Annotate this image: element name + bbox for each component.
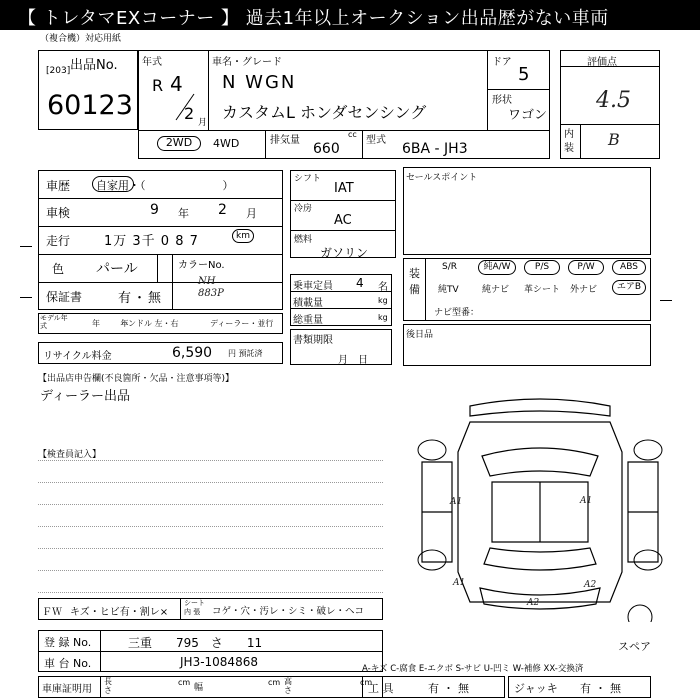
inspection-month: 2 [218, 202, 227, 218]
displacement-unit: cc [348, 130, 357, 139]
chassis-value: JH3-1084868 [180, 655, 258, 669]
garage-height: 高さ [284, 677, 292, 695]
doc-unit: 月 日 [338, 355, 368, 366]
mileage-value: 1万 3千 0 8 7 [104, 234, 199, 249]
type-value: 6BA - JH3 [402, 141, 468, 157]
year-slash [170, 92, 198, 122]
equip-airbag: エアB [612, 280, 646, 295]
garage-label: 車庫証明用 [42, 684, 92, 695]
margin-tick [20, 297, 32, 298]
model-year-label: モデル年式 [40, 314, 68, 330]
color-value: パール [96, 261, 138, 277]
displacement-value: 660 [313, 141, 340, 157]
seat-text: コゲ・穴・汚レ・シミ・破レ・ヘコ [212, 606, 365, 617]
damage-mark-2: A1 [580, 496, 593, 506]
remarks-label: 後日品 [406, 330, 434, 340]
lot-label: 出品No. [70, 58, 118, 73]
doors-value: 5 [518, 64, 530, 85]
grade-name: カスタムL ホンダセンシング [222, 103, 427, 122]
margin-tick [20, 246, 32, 247]
header-banner-text: 【 トレタマEXコーナー 】 過去1年以上オークション出品歴がない車両 [18, 8, 609, 29]
recycle-label: リサイクル料金 [43, 351, 112, 362]
interior-value: B [608, 130, 620, 149]
year-month: 2 [184, 104, 195, 123]
history-value: 自家用・（ ） [96, 179, 234, 192]
damage-legend: A-キズ C-腐食 E-エクボ S-サビ U-凹ミ W-補修 XX-交換済 [362, 664, 584, 674]
sales-point-label: セールスポイント [406, 173, 478, 183]
car-damage-diagram [400, 392, 680, 622]
garage-height-unit: cm [360, 678, 373, 687]
damage-mark-5: A2 [584, 580, 597, 590]
car-windshield [482, 448, 598, 476]
seller-value: ディーラー出品 [40, 389, 130, 404]
seat-label: シート内 張 [184, 599, 205, 616]
fuel-label: 燃料 [294, 235, 313, 245]
shape-label: 形状 [492, 95, 512, 106]
tools-label: 工 具 [368, 682, 394, 695]
warranty-label: 保証書 [46, 290, 83, 304]
color-no-label: カラーNo. [178, 260, 225, 271]
garage-width-unit: cm [268, 678, 281, 687]
inspection-month-unit: 月 [246, 207, 257, 220]
model-year-value: 年 年 [92, 319, 129, 328]
equipment-row2 [430, 280, 650, 296]
car-rear-window [484, 548, 596, 570]
equip-pw: P/W [568, 260, 604, 275]
shift-label: シフト [294, 174, 322, 184]
gross-unit: kg [378, 313, 388, 322]
capacity-unit: 名 [378, 282, 388, 293]
equip-navi: 純ナビ [482, 285, 510, 295]
spare-wheel [628, 605, 652, 622]
garage-length: 長さ [104, 677, 112, 695]
fuel-value: ガソリン [320, 246, 369, 260]
load-unit: kg [378, 296, 388, 305]
ac-value: AC [334, 213, 352, 228]
garage-length-unit: cm [178, 678, 191, 687]
header-subtitle: （複合機）対応用紙 [40, 34, 122, 44]
equipment-row1 [430, 260, 650, 276]
car-front-bumper [470, 399, 610, 416]
dealer-value: ディーラー・並行 [210, 319, 274, 328]
damage-mark-4: A2 [527, 598, 540, 608]
handle-value: ハンドル 左・右 [120, 319, 179, 328]
model-name: N WGN [222, 72, 297, 93]
recycle-unit: 円 預託済 [228, 349, 263, 358]
color-handwrite: NH 883P [198, 276, 224, 299]
drive-2wd: 2WD [157, 136, 201, 151]
navi-model-label: ナビ型番： [434, 308, 480, 318]
wheel-front-left [418, 440, 446, 460]
capacity-value: 4 [356, 276, 364, 290]
drive-4wd: 4WD [213, 137, 240, 150]
type-label: 型式 [366, 135, 386, 146]
equip-tv: 純TV [438, 285, 459, 295]
lot-number: 60123 [47, 90, 133, 121]
equip-abs: ABS [612, 260, 646, 275]
shape-value: ワゴン [508, 108, 548, 123]
inspection-year: 9 [150, 202, 159, 218]
chassis-label: 車 台 No. [44, 657, 92, 670]
year-month-unit: 月 [198, 118, 208, 128]
year-value: 4 [170, 72, 183, 96]
damage-mark-3: A1 [453, 578, 466, 588]
displacement-label: 排気量 [270, 135, 300, 146]
reg-value: 三重 795 さ 11 [128, 636, 263, 650]
remarks-box [403, 324, 651, 366]
year-era: R [152, 76, 164, 95]
wheel-front-right [634, 440, 662, 460]
score-value: 4.5 [596, 88, 631, 113]
load-label: 積載量 [293, 298, 323, 309]
inspection-label: 車検 [46, 206, 71, 220]
car-rear-bumper [480, 588, 600, 609]
recycle-value: 6,590 [172, 345, 213, 361]
equip-sr: S/R [442, 262, 457, 272]
fw-text: キズ・ヒビ有・割レ× [70, 607, 169, 618]
equip-ps: P/S [524, 260, 560, 275]
garage-width: 幅 [194, 683, 204, 693]
equipment-label: 装備 [409, 267, 420, 296]
inspector-label: 【検査員記入】 [38, 450, 102, 460]
fw-label: ＦＷ [42, 607, 62, 618]
inspection-year-unit: 年 [178, 207, 189, 220]
warranty-value: 有・無 [118, 291, 164, 306]
gross-label: 総重量 [293, 315, 323, 326]
score-label: 評価点 [587, 57, 617, 68]
doors-label: ドア [492, 57, 512, 68]
ac-label: 冷房 [294, 204, 313, 214]
tools-value: 有・無 [428, 682, 473, 695]
lot-sub: [203] [46, 66, 71, 76]
interior-label: 内装 [564, 129, 574, 154]
color-label: 色 [52, 262, 65, 276]
km-unit: km [232, 229, 254, 243]
equip-alloy: 純A/W [478, 260, 516, 275]
reg-label: 登 録 No. [44, 636, 92, 649]
equip-extnavi: 外ナビ [570, 285, 598, 295]
mileage-label: 走行 [46, 234, 71, 248]
equip-leather: 革シート [524, 285, 561, 295]
doc-label: 書類期限 [293, 335, 333, 346]
capacity-label: 乗車定員 [293, 281, 333, 292]
margin-tick [660, 300, 672, 301]
jack-label: ジャッキ [514, 682, 558, 695]
shift-value: IAT [334, 181, 354, 196]
damage-mark-1: A1 [450, 497, 463, 507]
history-label: 車歴 [46, 179, 71, 193]
spare-label: スペア [618, 640, 651, 653]
jack-value: 有・無 [580, 682, 625, 695]
name-label: 車名・グレード [212, 57, 282, 68]
seller-label: 【出品店申告欄(不良箇所・欠品・注意事項等)】 [38, 374, 235, 384]
year-label: 年式 [142, 57, 162, 68]
